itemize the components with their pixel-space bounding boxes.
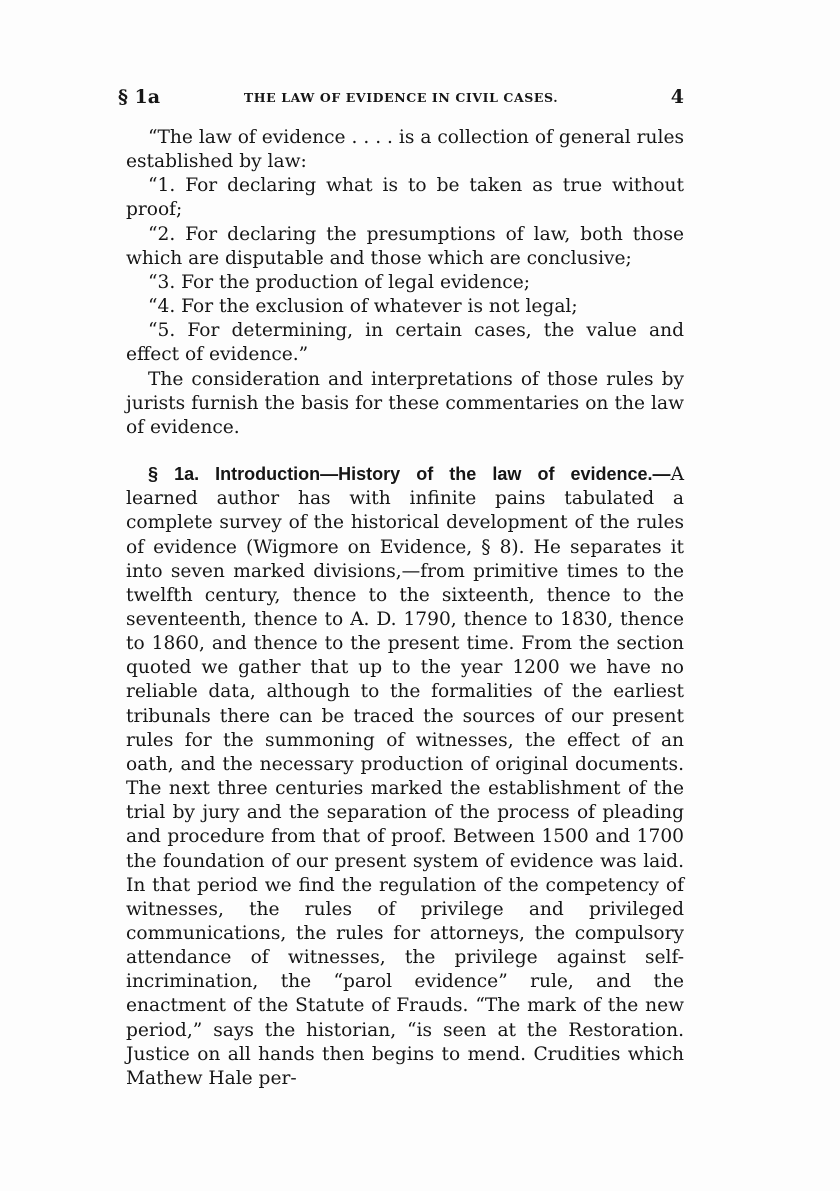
quote-item-4: “4. For the exclusion of whatever is not legal;: [148, 296, 578, 318]
quote-item-1: “1. For declaring what is to be taken as true without proof;: [126, 175, 684, 221]
quote-item-3: “3. For the production of legal evidence;: [148, 271, 530, 293]
paragraph-gap: [126, 440, 684, 462]
section-heading: § 1a. Introduction—History of the law of evidence.—: [148, 464, 671, 485]
quote-item-5: “5. For determining, in certain cases, the value and effect of evidence.”: [126, 320, 684, 366]
quote-item-2: “2. For declaring the presumptions of law, both those which are disputable and those which are conclusive;: [126, 223, 684, 269]
running-header: [118, 86, 684, 110]
section-text: A learned author has with infinite pains tabulated a complete survey of the historical development of the rules of evidence (Wigmore on Evidence, § 8). He separates it into seven marked divisions,—from primitive times to the twelfth century, thence to the sixteenth, thence to the seventeenth, thence to A. D. 1790, thence to 1830, thence to 1860, and thence to the present time. From the section quoted we gather that up to the year 1200 we have no reliable data, although to the formalities of the earliest tribunals there can be traced the sources of our present rules for the summoning of witnesses, the effect of an oath, and the necessary production of original documents. The next three centuries marked the establishment of the trial by jury and the separation of the process of pleading and procedure from that of proof. Between 1500 and 1700 the foundation of our present system of evidence was laid. In that period we find the regulation of the competency of witnesses, the rules of privilege and privileged communications, the rules for attorneys, the compulsory attendance of witnesses, the privilege against self-incrimination, the “parol evidence” rule, and the enactment of the Statute of Frauds. “The mark of the new period,” says the historian, “is seen at the Restoration. Justice on all hands then begins to mend. Crudities which Mathew Hale per-: [126, 464, 684, 1089]
running-title: THE LAW OF EVIDENCE IN CIVIL CASES.: [243, 90, 559, 105]
closing-paragraph: The consideration and interpretations of those rules by jurists furnish the basis for these commentaries on the law of evidence.: [126, 368, 684, 438]
page-number: 4: [670, 86, 684, 108]
quote-intro: “The law of evidence . . . . is a collection of general rules established by law:: [126, 127, 684, 173]
section-mark: § 1a: [118, 86, 161, 108]
section-paragraph: [126, 462, 684, 1091]
page-body: [126, 126, 684, 1091]
